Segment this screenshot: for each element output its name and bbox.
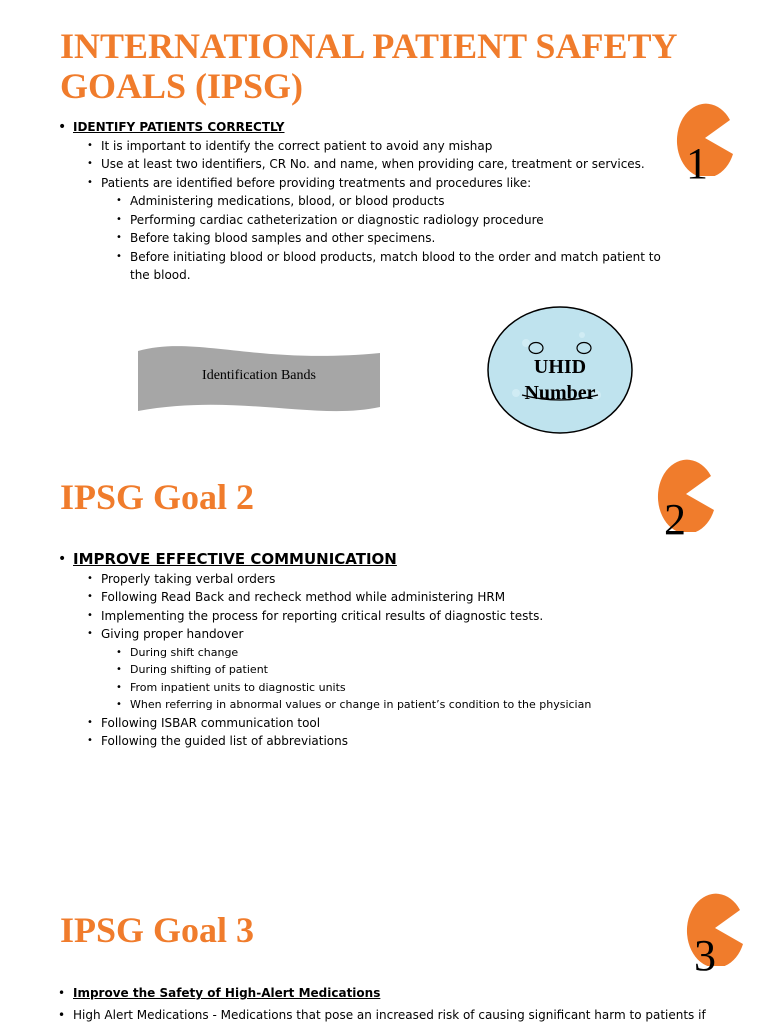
goal2-items (73, 570, 591, 751)
list-item: • Implementing the process for reporting critical results of diagnostic tests. (86, 607, 591, 626)
goal1-list (58, 118, 675, 285)
goal-number-1: 1 (686, 139, 708, 188)
goal-number-3: 3 (694, 931, 716, 980)
goal-number-2: 2 (664, 495, 686, 544)
list-item (86, 625, 591, 714)
goal1-items (73, 137, 675, 285)
page-title (60, 26, 677, 106)
list-item: • It is important to identify the correct patient to avoid any mishap (86, 137, 675, 156)
list-item: • Properly taking verbal orders (86, 570, 591, 589)
goal2-heading-item (58, 550, 591, 751)
list-item: • Performing cardiac catheterization or diagnostic radiology procedure (115, 211, 675, 230)
goal3-title: IPSG Goal 3 (60, 910, 255, 950)
uhid-line-2: Number (524, 382, 596, 404)
list-item: • High Alert Medications - Medications that pose an increased risk of causing significant harm to patients if (58, 1004, 706, 1026)
goal3-heading: Improve the Safety of High-Alert Medications (73, 986, 381, 1000)
list-item (58, 982, 706, 1004)
uhid-line-1: UHID (533, 356, 587, 378)
list-item: • Before initiating blood or blood products, match blood to the order and match patient to the blood. (115, 248, 675, 285)
list-item: • During shifting of patient (115, 661, 591, 679)
list-item: • From inpatient units to diagnostic units (115, 679, 591, 697)
page-title-line-2: GOALS (IPSG) (60, 66, 304, 106)
goal2-title: IPSG Goal 2 (60, 477, 255, 517)
page-title-line-1: INTERNATIONAL PATIENT SAFETY (60, 26, 678, 66)
list-item: • Administering medications, blood, or blood products (115, 192, 675, 211)
goal2-list (58, 550, 591, 751)
list-item-label: Patients are identified before providing treatments and procedures like: (101, 175, 532, 190)
list-item (86, 174, 675, 285)
handover-items (101, 644, 591, 714)
list-item: • Following Read Back and recheck method while administering HRM (86, 588, 591, 607)
list-item: • Before taking blood samples and other specimens. (115, 229, 675, 248)
goal1-heading-item (58, 118, 675, 285)
list-item-label: Giving proper handover (101, 627, 244, 641)
uhid-label (486, 354, 634, 406)
list-item: • Following the guided list of abbreviations (86, 732, 591, 751)
identification-band-label: Identification Bands (202, 368, 316, 383)
list-item: • Following ISBAR communication tool (86, 714, 591, 733)
goal3-list (58, 982, 706, 1026)
goal1-heading: IDENTIFY PATIENTS CORRECTLY (73, 120, 285, 134)
list-item: • Use at least two identifiers, CR No. and name, when providing care, treatment or services. (86, 155, 675, 174)
goal2-heading: IMPROVE EFFECTIVE COMMUNICATION (73, 550, 397, 568)
list-item: • When referring in abnormal values or change in patient’s condition to the physician (115, 696, 591, 714)
list-item: • During shift change (115, 644, 591, 662)
goal1-subitems (101, 192, 675, 285)
